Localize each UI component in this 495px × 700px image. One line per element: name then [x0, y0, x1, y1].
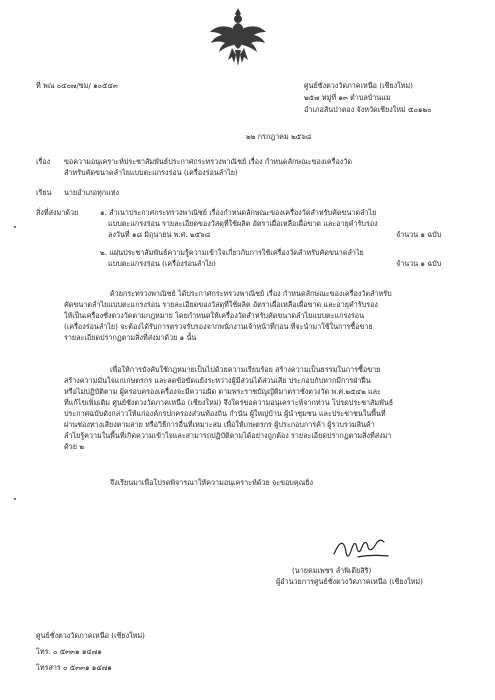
- footer-fax: โทรสาร ๐ ๕๓๓๑ ๑๔๗๑: [36, 663, 112, 672]
- attachment-2-count: จำนวน ๑ ฉบับ: [396, 259, 442, 268]
- signatory-name: (นายคมเพชร ลำพิเดียสิริ): [292, 566, 372, 575]
- office-address-line2: อำเภอสันป่าตอง จังหวัดเชียงใหม่ ๕๐๑๒๐: [304, 105, 432, 114]
- paragraph-2-line: ประกาศฉบับดังกล่าวให้แก่องค์กรปกครองส่วนท้องถิ่น กำนัน ผู้ใหญ่บ้าน ผู้นำชุมชน และประชาชนในพื้นที่: [64, 409, 386, 418]
- office-name: ศูนย์ชั่งตวงวัดภาคเหนือ (เชียงใหม่): [304, 81, 413, 90]
- paragraph-1-line: รายละเอียดปรากฏตามสิ่งที่ส่งมาด้วย ๑ นั้น: [64, 333, 197, 342]
- attachments-label: สิ่งที่ส่งมาด้วย: [36, 208, 79, 217]
- footer-office: ศูนย์ชั่งตวงวัดภาคเหนือ (เชียงใหม่): [36, 631, 145, 640]
- paragraph-2-line: ด้วย ๒: [64, 442, 84, 451]
- subject-line1: ขอความอนุเคราะห์ประชาสัมพันธ์ประกาศกระทรวงพาณิชย์ เรื่อง กำหนดลักษณะของเครื่องวัด: [64, 157, 353, 166]
- paragraph-1-line: ให้เป็นเครื่องชั่งตวงวัดตามกฎหมาย โดยกำหนดให้เครื่องวัดสำหรับคัดขนาดลำไยแบบตะแกรงร่อน: [64, 311, 364, 320]
- attachment-2-line1: ๒. แผ่นประชาสัมพันธ์ความรู้ความเข้าใจเกี่ยวกับการใช้เครื่องวัดสำหรับคัดขนาดลำไย: [100, 248, 364, 257]
- subject-label: เรื่อง: [36, 157, 51, 166]
- paragraph-2-line: ผ่านช่องทางเสียงตามสาย หรือวิธีการอื่นที่เหมาะสม เพื่อให้เกษตรกร ผู้ประกอบการค้า ผู้รวบรวมสินค้า: [64, 420, 375, 429]
- paragraph-2-line: ลำไยรู้ความในพื้นที่เกิดความเข้าใจและสามารถปฏิบัติตามได้อย่างถูกต้อง รายละเอียดปรากฏตามสิ่งที่ส่งมา: [64, 431, 392, 440]
- subject-line2: สำหรับคัดขนาดลำไยแบบตะแกรงร่อน (เครื่องร่อนลำไย): [64, 168, 238, 177]
- paragraph-1-line: ด้วยกระทรวงพาณิชย์ ได้ประกาศกระทรวงพาณิชย์ เรื่อง กำหนดลักษณะของเครื่องวัดสำหรับ: [110, 289, 392, 298]
- scan-mark: [14, 498, 16, 500]
- paragraph-1-line: คัดขนาดลำไยแบบตะแกรงร่อน รายละเอียดของวัสดุที่ใช้ผลิต อัตราเผื่อเหลือเผื่อขาด และอายุคำรับรอง: [64, 300, 378, 309]
- paragraph-1-line: (เครื่องร่อนลำไย) จะต้องได้รับการตรวจรับรองจากพนักงานเจ้าหน้าที่ก่อน ที่จะนำมาใช้ในการซื้อขาย: [64, 322, 373, 331]
- paragraph-2-line: ที่แก้ไขเพิ่มเติม ศูนย์ชั่งตวงวัดภาคเหนือ (เชียงใหม่) จึงใคร่ขอความอนุเคราะห์จากท่าน โปรดประชาสัมพันธ์: [64, 398, 394, 407]
- signatory-title: ผู้อำนวยการศูนย์ชั่งตวงวัดภาคเหนือ (เชียงใหม่): [276, 577, 423, 586]
- garuda-emblem-icon: [208, 6, 268, 70]
- paragraph-2-line: สร้างความมั่นใจแก่เกษตรกร และลดข้อขัดแย้งระหว่างผู้มีส่วนได้ส่วนเสีย ประกอบกับหากมีการฝ่าฝืน: [64, 376, 371, 385]
- footer-telephone: โทร. ๐ ๕๓๓๑ ๑๔๗๑: [36, 647, 102, 656]
- document-date: ๒๒ กรกฎาคม ๒๕๖๘: [246, 132, 312, 141]
- paragraph-2-line: หรือไม่ปฏิบัติตาม ผู้ครอบครองเครื่องจะมีความผิด ตามพระราชบัญญัติมาตราชั่งตวงวัด พ.ศ.๒๕๔๒ และ: [64, 387, 381, 396]
- document-number: ที่ พณ ๐๔๐๗/ซม/ ๑๐๕๔๓: [36, 81, 118, 90]
- closing-line: จึงเรียนมาเพื่อโปรดพิจารณาให้ความอนุเคราะห์ด้วย จะขอบคุณยิ่ง: [110, 478, 314, 487]
- attachment-2-line2: แบบตะแกรงร่อน (เครื่องร่อนลำไย): [108, 259, 216, 268]
- salutation-label: เรียน: [36, 188, 52, 197]
- attachment-1-line2: แบบตะแกรงร่อน รายละเอียดของวัสดุที่ใช้ผลิต อัตราเผื่อเหลือเผื่อขาด และอายุคำรับรอง: [108, 219, 378, 228]
- salutation-recipient: นายอำเภอทุกแห่ง: [64, 188, 119, 197]
- attachment-1-count: จำนวน ๑ ฉบับ: [396, 230, 442, 239]
- paragraph-2-line: เพื่อให้การบังคับใช้กฎหมายเป็นไปด้วยความเรียบร้อย สร้างความเป็นธรรมในการซื้อขาย: [110, 365, 381, 374]
- office-address-line1: ๒๕๗ หมู่ที่ ๑๓ ตำบลบ้านแม: [304, 93, 391, 102]
- attachment-1-line1: ๑. สำเนาประกาศกระทรวงพาณิชย์ เรื่องกำหนดลักษณะของเครื่องวัดสำหรับคัดขนาดลำไย: [100, 208, 377, 217]
- attachment-1-line3: ลงวันที่ ๑๘ มิถุนายน พ.ศ. ๒๕๖๘: [108, 230, 211, 239]
- scan-mark: [14, 226, 16, 228]
- handwritten-signature-icon: [330, 536, 400, 562]
